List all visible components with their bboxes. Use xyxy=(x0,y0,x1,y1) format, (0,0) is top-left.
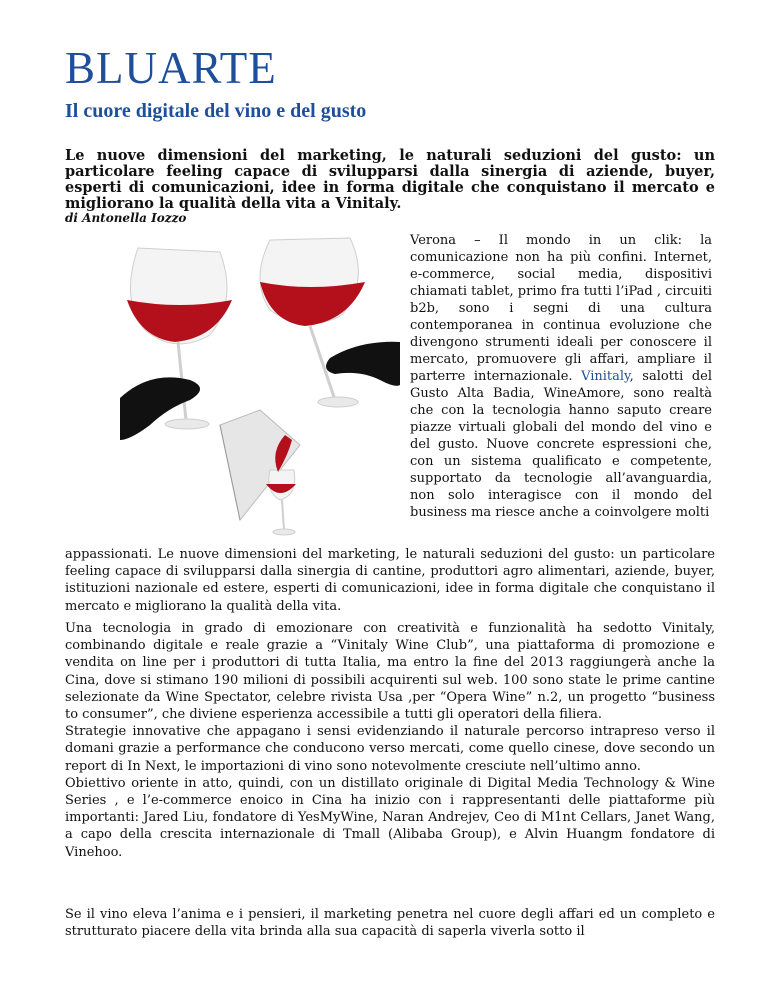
brand-logo: BLUARTE xyxy=(65,43,277,93)
intro-text-after: , salotti del Gusto Alta Badia, WineAmore, sono realtà che con la tecnologia hanno saputo creare piazze virtuali globali del mondo del vino e del gusto. Nuove concrete espressioni che, con un sistema qualificato e competente, supportato da tecnologie all’avanguardia, non solo interagisce con il mondo del business ma riesce anche a coinvolgere molti xyxy=(410,369,712,520)
right-glass-base xyxy=(318,397,358,407)
article-headline: Le nuove dimensioni del marketing, le naturali seduzioni del gusto: un particolare feeling capace di svilupparsi dalla sinergia di aziende, buyer, esperti di comunicazioni, idee in forma digitale che conquistano il mercato e migliorano la qualità della vita a Vinitaly. xyxy=(65,147,715,212)
right-hand xyxy=(326,342,400,386)
right-glass-wine xyxy=(260,282,365,326)
article-author: di Antonella Iozzo xyxy=(65,211,187,225)
article-body-end xyxy=(65,906,715,940)
vinitaly-link[interactable]: Vinitaly xyxy=(581,369,630,384)
laptop xyxy=(220,410,300,520)
intro-continued-text: appassionati. Le nuove dimensioni del marketing, le naturali seduzioni del gusto: un particolare feeling capace di svilupparsi dalla sinergia di cantine, produttori agro alimentari, aziende, buyer, istituzioni nazionale ed estere, esperti di comunicazioni, idee in forma digitale che conquistano il mercato e migliorano la qualità della vita. xyxy=(65,547,715,614)
wine-glasses-laptop-illustration xyxy=(120,230,400,550)
left-hand xyxy=(120,377,200,440)
page-subtitle: Il cuore digitale del vino e del gusto xyxy=(65,100,367,122)
paragraph-4: Obiettivo oriente in atto, quindi, con un distillato originale di Digital Media Technology & Wine Series , e l’e-commerce enoico in Cina ha inizio con i rappresentanti delle piattaforme più importanti: Jared Liu, fondatore di YesMyWine, Naran Andrejev, Ceo di M1nt Cellars, Janet Wang, a capo della crescita internazionale di Tmall (Alibaba Group), e Alvin Huangm fondatore di Vinehoo. xyxy=(65,775,715,860)
article-body xyxy=(65,620,715,861)
left-glass-base xyxy=(165,419,209,429)
article-intro-continued xyxy=(65,546,715,615)
intro-text: Verona – Il mondo in un clik: la comunicazione non ha più confini. Internet, e-commerce, social media, dispositivi chiamati tablet, primo fra tutti l’iPad , circuiti b2b, sono i segni di una cultura contemporanea in continua evoluzione che divengono strumenti ideali per conoscere il mercato, promuovere gli affari, ampliare il parterre internazionale. xyxy=(410,233,712,384)
paragraph-3: Strategie innovative che appagano i sensi evidenziando il naturale percorso intrapreso verso il domani grazie a performance che conducono verso mercati, come quello cinese, dove secondo un report di In Next, le importazioni di vino sono notevolmente cresciute nell’ultimo anno. xyxy=(65,724,715,774)
paragraph-5: Se il vino eleva l’anima e i pensieri, il marketing penetra nel cuore degli affari ed un completo e strutturato piacere della vita brinda alla sua capacità di saperla viverla sotto il xyxy=(65,907,715,940)
article-intro-column xyxy=(410,232,712,521)
left-glass-wine xyxy=(127,300,232,342)
paragraph-2: Una tecnologia in grado di emozionare con creatività e funzionalità ha sedotto Vinitaly, combinando digitale e reale grazie a “Vinitaly Wine Club”, una piattaforma di promozione e vendita on line per i produttori di tutta Italia, ma entro la fine del 2013 raggiungerà anche la Cina, dove si stimano 190 milioni di possibili acquirenti sul web. 100 sono state le prime cantine selezionate da Wine Spectator, celebre rivista Usa ,per “Opera Wine” n.2, un progetto “business to consumer”, che diviene esperienza accessibile a tutti gli operatori della filiera. xyxy=(65,621,715,723)
